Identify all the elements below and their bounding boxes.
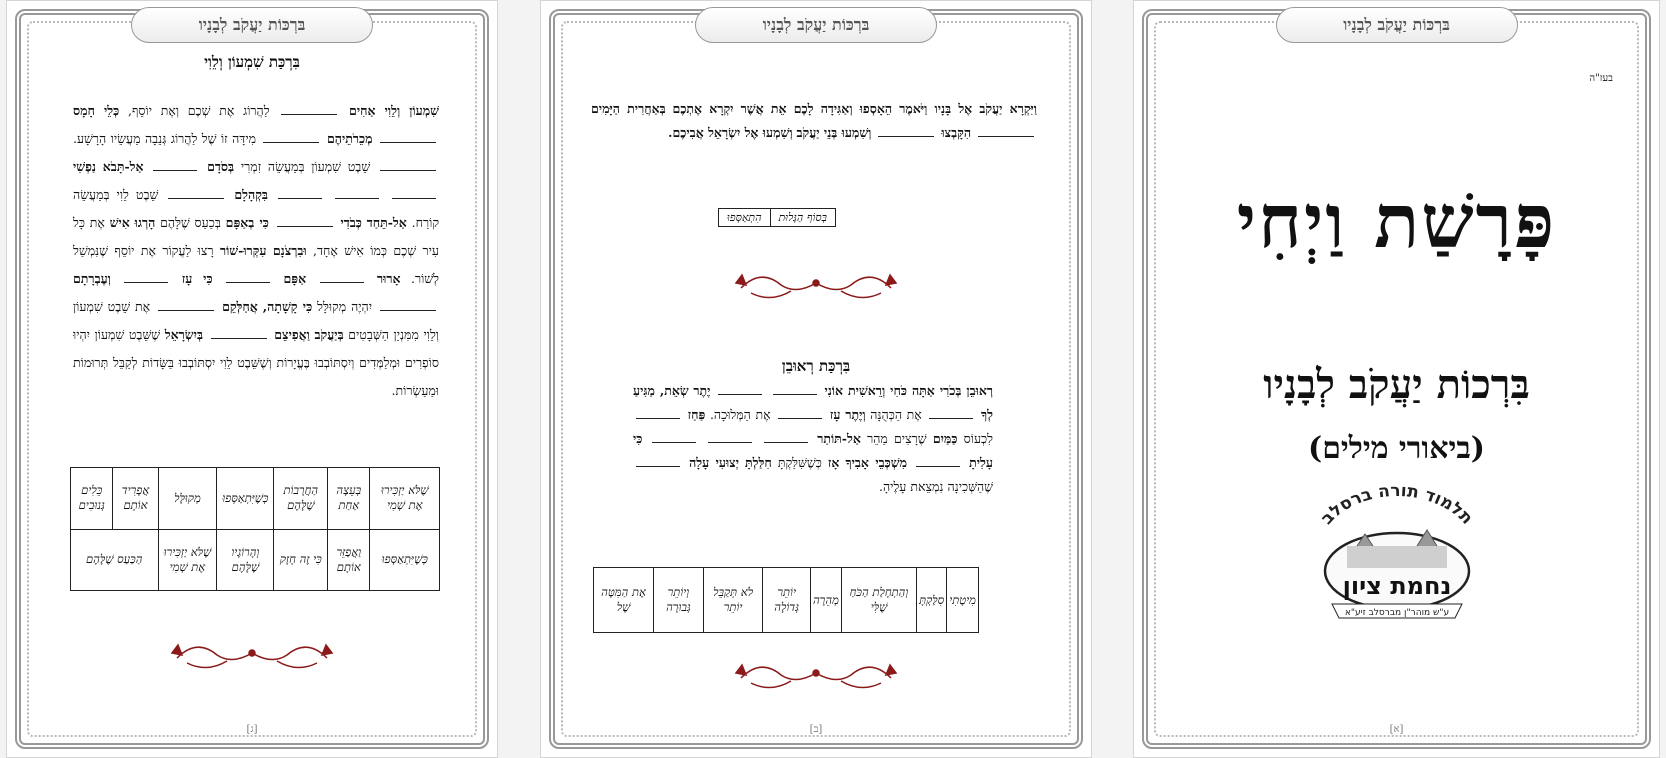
- word-cell: כְּשֶׁיִּתְאַסְּפוּ: [370, 529, 440, 591]
- word-cell: כִּי זֶה חָזָק: [274, 529, 328, 591]
- word-cell: הִתְאַסְּפוּ: [719, 209, 771, 227]
- word-cell: יוֹתֵר גְּדוֹלָה: [763, 568, 811, 633]
- word-cell: סִלַּקְתָּ: [917, 568, 947, 633]
- page-number: [ג]: [246, 724, 258, 735]
- page-number: [א]: [1389, 724, 1404, 735]
- word-cell: בְּעֵצָה אַחַת: [328, 468, 370, 530]
- word-cell: מְקוּלָּל: [158, 468, 217, 530]
- page-header: בּרְכּוֹת יַעֲקֹב לְבָנָיו: [1276, 7, 1518, 43]
- intro-word-table: [718, 208, 836, 227]
- page-subtitle: בִּרְכוֹת יַעֲקֹב לְבָנָיו: [1263, 361, 1530, 408]
- section-title: בִּרְכַּת שִׁמְעוֹן וְלֵוִי: [204, 53, 300, 71]
- bsd-mark: בעז"ה: [1589, 73, 1613, 84]
- word-cell: אֶת הַמִּטָּה שֶׁל: [594, 568, 654, 633]
- word-cell: הַחֲרָבוֹת שֶׁלָּהֶם: [274, 468, 328, 530]
- intro-text: וַיִּקְרָא יַעֲקֹב אֶל בָּנָיו וַיֹּאמֶר הֵאָסְפוּ וְאַגִּידָה לָכֶם אֵת אֲשֶׁר יִקְרָא אֶתְכֶם בְּאַחֲרִית הַיָּמִים הִקָּבְצוּ וְשִׁמְעוּ בְּנֵי יַעֲקֹב וְשִׁמְעוּ אֶל יִשְׂרָאֵל אֲבִיכֶם.: [591, 101, 1038, 140]
- word-cell: שֶׁלֹּא יַזְכִּירוּ אֶת שְׁמִי: [370, 468, 440, 530]
- word-bank-table: [70, 467, 440, 591]
- word-cell: כְּשֶׁיִּתְאַסְּפוּ: [217, 468, 274, 530]
- page-1: [1133, 0, 1660, 758]
- word-cell: אֲפָרִיד אוֹתָם: [113, 468, 158, 530]
- word-cell: מִיטָתִי: [947, 568, 979, 633]
- word-cell: שֶׁלֹּא יַזְכִּירוּ אֶת שְׁמִי: [158, 529, 217, 591]
- word-cell: וַאֲפַזֵּר אוֹתָם: [328, 529, 370, 591]
- ornament-icon: [167, 633, 337, 673]
- word-cell: כֵּלִים גְּנוּבִים: [71, 468, 113, 530]
- school-logo: [1297, 486, 1497, 626]
- svg-text:ע"ש מוהר"ן מברסלב זיע"א: ע"ש מוהר"ן מברסלב זיע"א: [1344, 608, 1449, 618]
- page-subtitle-2: (ביאורי מילים): [1308, 431, 1485, 466]
- page-title: פָּרָשַׁת וַיְחִי: [1236, 179, 1557, 265]
- svg-text:תלמוד תורה ברסלב: תלמוד תורה ברסלב: [1316, 486, 1477, 529]
- page-number: [ב]: [809, 724, 823, 735]
- section-title: בִּרְכַּת רְאוּבֵן: [781, 357, 851, 375]
- logo-icon: [1297, 486, 1497, 626]
- ornament-icon: [731, 653, 901, 693]
- section-text: שִׁמְעוֹן וְלֵוִי אַחִים לַהֲרוֹג אֶת שְׁכֶם וְאֶת יוֹסֵף, כְּלֵי חָמָס מְכֵרֹתֵיהֶם מִידָּה זוֹ שֶׁל לַהֲרוֹג גְּנֵבָה מַעֲשֵׂיו הָרָשָׁע. שֵׁבֶט שִׁמְעוֹן בְּמַעֲשֵׂה זִמְרִי בְּסֹדָם אַל-תָּבֹא נַפְשִׁי בִּקְהָלָם שֵׁבֶט לֵוִי בְּמַעֲשֵׂה קוֹרַח. אַל-תֵּחַד כְּבֹדִי כִּי בְאַפָּם בְּכַעַס שֶׁלָּהֶם הָרְגוּ אִישׁ אֶת כָּל עִיר שְׁכֶם כְּמוֹ אִישׁ אֶחָד, וּבִרְצֹנָם עִקְּרוּ-שׁוֹר רָצוּ לַעֲקוֹר אֶת יוֹסֵף שֶׁנִּמְשַׁל לְשׁוֹר. אָרוּר אַפָּם כִּי עָז וְעֶבְרָתָם יִהְיֶה מְקוּלָּל כִּי קָשָׁתָה, אֲחַלְּקֵם אֶת שֵׁבֶט שִׁמְעוֹן וְלֵוִי מִמִּנְיַן הַשְּׁבָטִים בְּיַעֲקֹב וַאֲפִיצֵם בְּיִשְׂרָאֵל שֶׁשֵּׁבֶט שִׁמְעוֹן יִהְיוּ סוֹפְרִים וּמְלַמְּדִים וְיִסְתּוֹבְבוּ בֶּעֱיָרוֹת וְשֶׁשֵּׁבֶט לֵוִי יִסְתּוֹבְבוּ בַּשָּׂדוֹת לְקַבֵּל תְּרוּמוֹת וּמַעַשְׂרוֹת.: [73, 103, 440, 398]
- word-cell: הַכַּעַס שֶׁלָּהֶם: [71, 529, 159, 591]
- page-2: [540, 0, 1092, 758]
- word-cell: בְּסוֹף הַגָּלוּת: [770, 209, 835, 227]
- ornament-icon: [731, 263, 901, 303]
- page-header: בּרְכּוֹת יַעֲקֹב לְבָנָיו: [695, 7, 937, 43]
- section-text: רְאוּבֵן בְּכֹרִי אַתָּה כֹּחִי וְרֵאשִׁית אוֹנִי יֶתֶר שְׂאֵת, מַגִּיעַ לְךָ אֶת הַכְּהֻנָּה וְיֶתֶר עָז אֶת הַמְּלוּכָה. פַּחַז לִכְעוֹס כַּמַּיִם שֶׁרָצִים מַהֵר אַל-תּוֹתַר כִּי עָלִיתָ מִשְׁכְּבֵי אָבִיךָ אָז כְּשֶׁשִּׁלַּקְתָּ חִלַּלְתָּ יְצוּעִי עָלָה שֶׁהַשְּׁכִינָה נִמְצֵאת עָלֶיהָ.: [633, 383, 993, 494]
- word-cell: לֹא תְּקַבֵּל יוֹתֵר: [703, 568, 763, 633]
- svg-text:נחמת ציון: נחמת ציון: [1342, 572, 1451, 600]
- word-cell: וְיוֹתֵר גְּבוּרָה: [654, 568, 704, 633]
- page-3: [6, 0, 498, 758]
- word-bank-table: [593, 567, 979, 633]
- page-header: בּרְכּוֹת יַעֲקֹב לְבָנָיו: [131, 7, 373, 43]
- word-cell: מְהֵרָה: [810, 568, 841, 633]
- word-cell: וְהַתְחָלַת הַכֹּחַ שֶׁלִּי: [841, 568, 916, 633]
- word-cell: וְהָרוֹגָיו שֶׁלָּהֶם: [217, 529, 274, 591]
